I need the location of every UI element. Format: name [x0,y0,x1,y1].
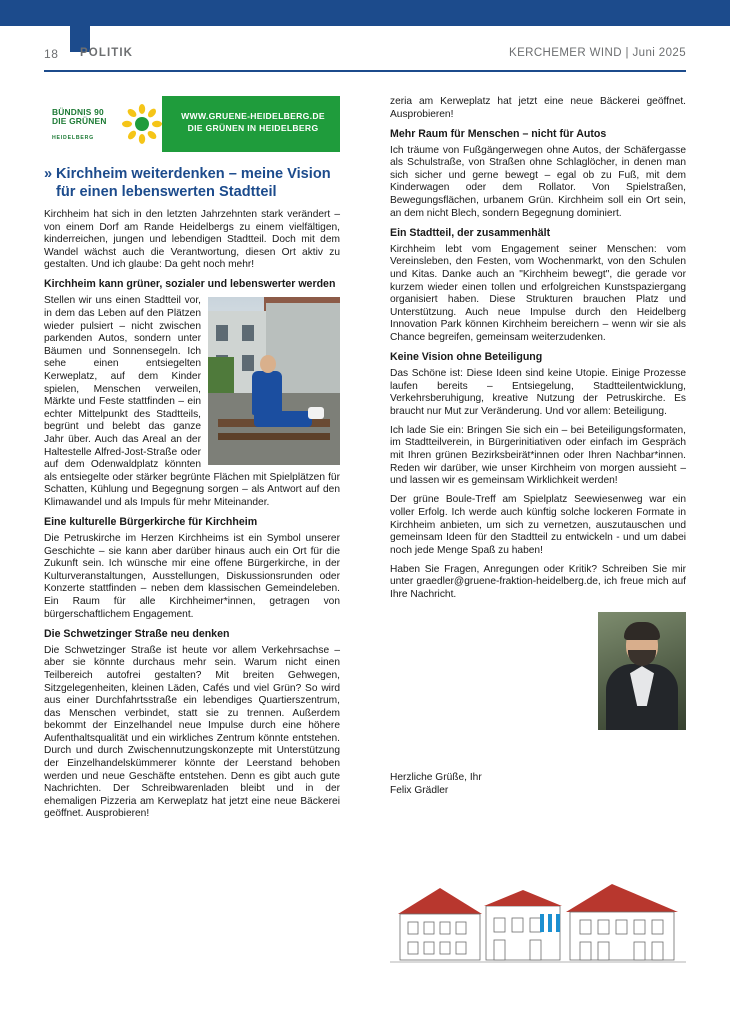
paragraph-raum-fuer-menschen: Ich träume von Fußgängerwegen ohne Autos, der Schäfergasse als Schulstraße, von Straßen ohne Schlaglöcher, in denen man sich sicher und gerne bewegt – egal ob zu Fuß, mit dem Kinderwagen oder dem Rollator. Von Spielstraßen, Bewegungsflächen, urbanem Grün. Kirchheim soll ein Ort sein, an dem nicht Blech, sondern Begegnung dominiert. [390,144,686,219]
signoff-line-2: Felix Grädler [390,784,449,796]
party-city-text: HEIDELBERG [52,135,95,141]
sunflower-icon [122,104,162,144]
photo-bench-bottom [218,433,330,440]
page-top-bar [0,0,730,26]
gruene-url-text: WWW.GRUENE-HEIDELBERG.DE [181,111,325,121]
party-name-text-1: BÜNDNIS 90 [52,107,104,117]
subheading-schwetzinger: Die Schwetzinger Straße neu denken [44,627,230,640]
chevron-icon: » [44,166,53,182]
signoff-block [390,736,686,797]
headline-text: Kirchheim weiterdenken – meine Vision für einen lebenswerten Stadtteil [56,166,331,200]
photo-window [242,325,254,341]
paragraph-continuation: zeria am Kerweplatz hat jetzt eine neue Bäckerei geöffnet. Ausprobieren! [390,96,686,120]
party-name-line1 [52,108,124,127]
intro-paragraph: Kirchheim hat sich in den letzten Jahrzehnten stark verändert – von einem Dorf am Rande Heidelbergs zu einem vielfältigen, kinderreichen, jungen und lebendigen Stadtteil. Doch mit dem Wandel wächst auch die Verantwortung, diesen Ort aktiv zu gestalten. Und ich glaube: Da geht noch mehr! [44,209,340,271]
paragraph-gruener: Stellen wir uns einen Stadtteil vor, in dem das Leben auf den Plätzen wieder pulsiert – nicht zwischen parkenden Autos, sondern unter Bäumen und Sonnensegeln. Ich sehe einen entsiegelten Kerweplatz, auf dem Kinder spielen, Menschen verweilen, Märkte und Feste stattfinden – ein echter Mittelpunkt des Stadtteils, begrünt und belebt das ganze Jahr über. Auch das Areal an der Haltestelle Alfred-Jost-Straße oder auf dem Odenwaldplatz könnten als entsiegelte oder stärker begrünte Flächen mit Spielplätzen für Schatten, Kühlung und Begegnung sorgen – als Antwort auf den Klimawandel und als Impuls für mehr Miteinander. [44,295,340,508]
page-number: 18 [44,47,59,61]
photo-window [216,325,228,341]
gruene-logo-banner [44,96,340,152]
right-column [390,96,686,804]
header-rule [44,70,686,72]
paragraph-schwetzinger: Die Schwetzinger Straße ist heute vor allem Verkehrsachse – aber sie könnte durchaus mehr sein. Warum nicht einen Teilbereich autofrei gestalten? Mit breiten Gehwegen, Sitzgelegenheiten, kleinen Läden, Cafés und viel Grün? So wird aus einer Durchfahrtsstraße ein lebendiges Quartierszentrum, das Menschen verbindet, statt sie zu trennen. Außerdem bekommt der Einzelhandel neue Impulse durch eine höhere Aufenthaltsqualität und ein wirkliches Zentrum könnte entstehen. Durch und durch Zwischennutzungskonzepte mit Unterstützung der Einzelhandelskümmerer könnte der Leerstand behoben werden und neue Geschäfte entstehen. Denn es gibt auch gute Nachrichten. Der Schreibwarenladen bleibt und in der ehemaligen Pizzeria am Kerweplatz hat jetzt eine neue Bäckerei geöffnet. Ausprobieren! [44,644,340,820]
subheading-gruener: Kirchheim kann grüner, sozialer und lebenswerter werden [44,278,336,291]
photo-window [242,355,254,371]
signoff-line-1: Herzliche Grüße, Ihr [390,772,482,784]
kirchheim-buildings-illustration [390,862,686,980]
left-column [44,96,340,828]
running-header [44,44,686,66]
subheading-buergerkirche: Eine kulturelle Bürgerkirche für Kirchheim [44,516,258,529]
gruene-tagline-text: DIE GRÜNEN IN HEIDELBERG [187,123,319,133]
portrait-hair [624,622,660,640]
paragraph-zusammenhaelt: Kirchheim lebt vom Engagement seiner Menschen: vom Vereinsleben, den Festen, vom Wochenmarkt, von den Schulen und Kitas. Danke auch an "Kirchheim bewegt", die gerade vor kurzem wieder einen tollen und erfolgreichen Kunstspaziergang organisiert haben. Diese Strukturen brauchen Platz und Unterstützung. Auch neue Impulse durch den Heidelberg Innovation Park können Kirchheim bereichern – wenn wir sie als Chance begreifen, gemeinsam weiterzudenken. [390,243,686,343]
photo-person-shoe [308,407,324,419]
subheading-zusammenhaelt: Ein Stadtteil, der zusammenhält [390,226,551,239]
illustration-left-house [398,888,482,960]
author-portrait [598,612,686,730]
publication-label: KERCHEMER WIND | Juni 2025 [509,47,686,59]
paragraph-beteiligung-2: Ich lade Sie ein: Bringen Sie sich ein – bei Beteiligungsformaten, im Stadtteilverein, in Bürgerinitiativen oder einfach im Gespräch mit Ihren grünen Bezirksbeirät*innen oder Ihren Nachbar*innen. Reden wir darüber, wie unser Kirchheim von morgen aussieht – und lassen wir es gemeinsam Wirklichkeit werden! [390,424,686,487]
paragraph-beteiligung-1: Das Schöne ist: Diese Ideen sind keine Utopie. Einige Prozesse laufen bereits – Entsiegelung, Stadtteilentwicklung, Verkehrsberuhigung, kreative Nutzung der Petruskirche. Es braucht nur Mut zur Veränderung. Und vor allem: Beteiligung. [390,368,686,417]
illustration-centre-building [484,890,562,960]
photo-person-body [252,371,282,415]
subheading-beteiligung: Keine Vision ohne Beteiligung [390,351,543,363]
section-label: POLITIK [80,47,134,59]
paragraph-beteiligung-3: Der grüne Boule-Treff am Spielplatz Seewiesenweg war ein voller Erfolg. Ich werde auch künftig solche lockeren Formate in Kirchheim anbieten, um sich zu vernetzen, auszutauschen und gemeinsam Ideen für den Stadtteil zu entwickeln - und um dabei noch jede Menge Spaß zu haben! [390,494,686,556]
party-name-text-2: DIE GRÜNEN [52,116,107,127]
subheading-raum-fuer-menschen: Mehr Raum für Menschen – nicht für Autos [390,127,607,140]
street-scene-photo [208,297,340,465]
logo-banner-text [168,110,338,134]
illustration-right-house [566,884,678,960]
paragraph-buergerkirche: Die Petruskirche im Herzen Kirchheims ist ein Symbol unserer Geschichte – sie kann aber darüber hinaus auch ein Ort für die Zukunft sein. Ich wünsche mir eine offene Bürgerkirche, in der Kulturveranstaltungen, Ausstellungen, Diskussionsrunden oder Konzerte stattfinden – neben dem klassischen Gemeindeleben. Ein Raum für alle Kirchheimer*innen, getragen von bürgerschaftlichem Engagement. [44,533,340,620]
call-to-action-paragraph: Haben Sie Fragen, Anregungen oder Kritik? Schreiben Sie mir unter graedler@gruene-fraktion-heidelberg.de, ich freue mich auf Ihre Nachricht. [390,563,686,600]
article-headline [44,166,340,201]
